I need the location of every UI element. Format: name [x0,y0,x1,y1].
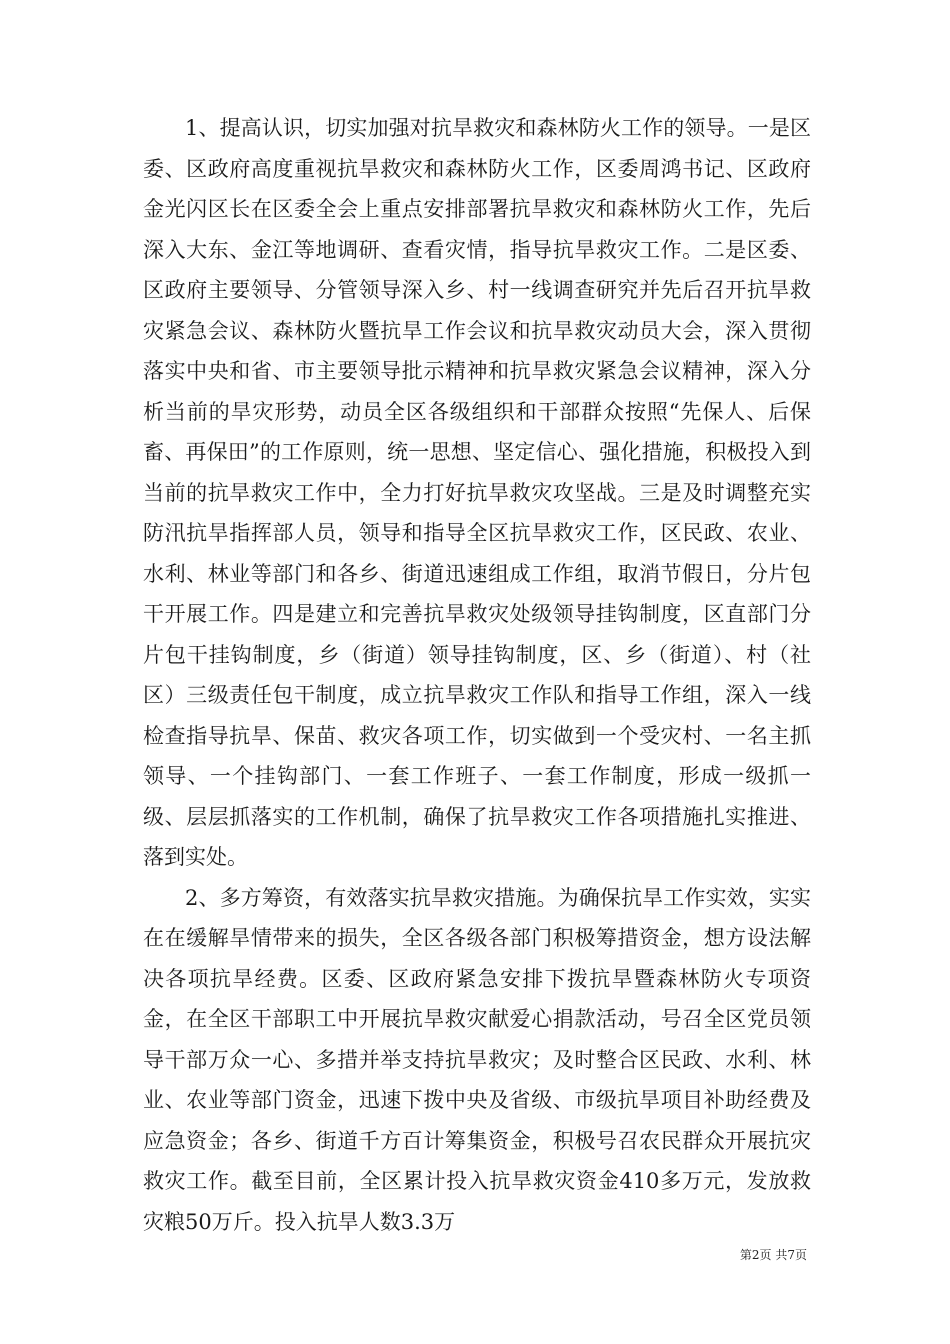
page-number: 第2页 共7页 [739,1248,807,1262]
document-body [143,108,811,1242]
paragraph-2: 2、多方筹资，有效落实抗旱救灾措施。为确保抗旱工作实效，实实在在缓解旱情带来的损失，全区各级各部门积极筹措资金，想方设法解决各项抗旱经费。区委、区政府紧急安排下拨抗旱暨森林防火专项资金，在全区干部职工中开展抗旱救灾献爱心捐款活动，号召全区党员领导干部万众一心、多措并举支持抗旱救灾；及时整合区民政、水利、林业、农业等部门资金，迅速下拨中央及省级、市级抗旱项目补助经费及应急资金；各乡、街道千方百计筹集资金，积极号召农民群众开展抗灾救灾工作。截至目前，全区累计投入抗旱救灾资金410多万元，发放救灾粮50万斤。投入抗旱人数3.3万 [143,885,811,1234]
paragraph-1: 1、提高认识，切实加强对抗旱救灾和森林防火工作的领导。一是区委、区政府高度重视抗旱救灾和森林防火工作，区委周鸿书记、区政府金光闪区长在区委全会上重点安排部署抗旱救灾和森林防火工作，先后深入大东、金江等地调研、查看灾情，指导抗旱救灾工作。二是区委、区政府主要领导、分管领导深入乡、村一线调查研究并先后召开抗旱救灾紧急会议、森林防火暨抗旱工作会议和抗旱救灾动员大会，深入贯彻落实中央和省、市主要领导批示精神和抗旱救灾紧急会议精神，深入分析当前的旱灾形势，动员全区各级组织和干部群众按照“先保人、后保畜、再保田”的工作原则，统一思想、坚定信心、强化措施，积极投入到当前的抗旱救灾工作中，全力打好抗旱救灾攻坚战。三是及时调整充实防汛抗旱指挥部人员，领导和指导全区抗旱救灾工作，区民政、农业、水利、林业等部门和各乡、街道迅速组成工作组，取消节假日，分片包干开展工作。四是建立和完善抗旱救灾处级领导挂钩制度，区直部门分片包干挂钩制度，乡（街道）领导挂钩制度，区、乡（街道）、村（社区）三级责任包干制度，成立抗旱救灾工作队和指导工作组，深入一线检查指导抗旱、保苗、救灾各项工作，切实做到一个受灾村、一名主抓领导、一个挂钩部门、一套工作班子、一套工作制度，形成一级抓一级、层层抓落实的工作机制，确保了抗旱救灾工作各项措施扎实推进、落到实处。 [143,116,811,869]
